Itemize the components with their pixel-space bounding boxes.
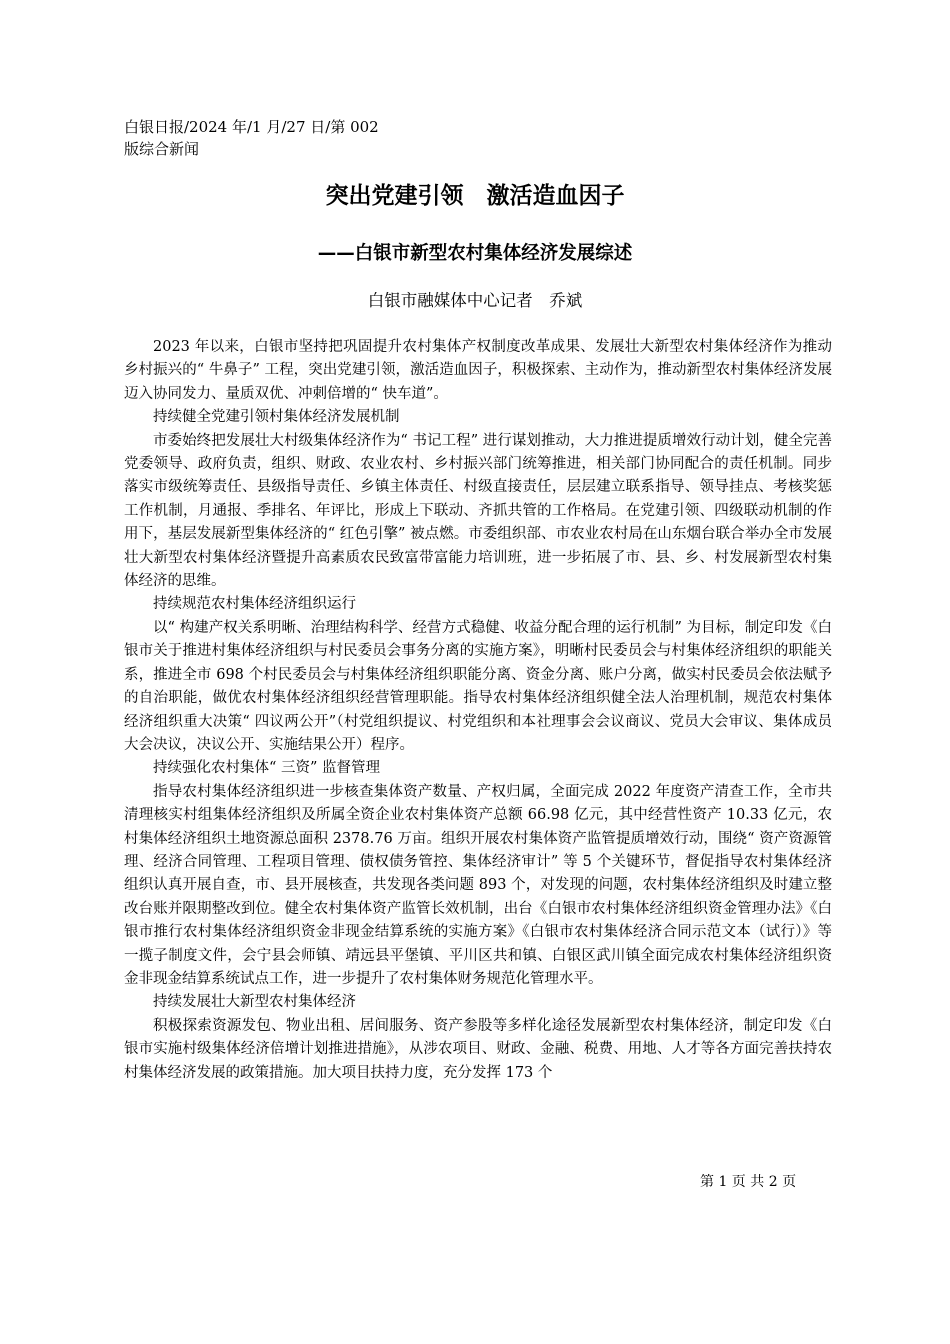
paragraph: 指导农村集体经济组织进一步核查集体资产数量、产权归属，全面完成 2022 年度资产清查工作，全市共清理核实村组集体经济组织及所属全资企业农村集体资产总额 66.98 亿元，其中经营性资产 10.33 亿元，农村集体经济组织土地资源总面积 2378.76 万亩。组织开展农村集体资产监管提质增效行动，围绕“ 资产资源管理、经济合同管理、工程项目管理、债权债务管控、集体经济审计” 等 5 个关键环节，督促指导农村集体经济组织认真开展自查，市、县开展核查，共发现各类问题 893 个，对发现的问题，农村集体经济组织及时建立整改台账并限期整改到位。健全农村集体资产监管长效机制，出台《白银市农村集体经济组织资金管理办法》《白银市推行农村集体经济组织资金非现金结算系统的实施方案》《白银市农村集体经济合同示范文本（试行）》等一揽子制度文件，会宁县会师镇、靖远县平堡镇、平川区共和镇、白银区武川镇全面完成农村集体经济组织资金非现金结算系统试点工作，进一步提升了农村集体财务规范化管理水平。 <box>124 783 832 987</box>
article-title: 突出党建引领 激活造血因子 <box>325 183 625 209</box>
section-heading: 持续规范农村集体经济组织运行 <box>153 596 356 613</box>
section-heading: 持续健全党建引领村集体经济发展机制 <box>153 409 400 426</box>
section-heading: 持续强化农村集体“ 三资” 监督管理 <box>153 760 381 777</box>
paragraph: 以“ 构建产权关系明晰、治理结构科学、经营方式稳健、收益分配合理的运行机制” 为目标，制定印发《白银市关于推进村集体经济组织与村民委员会事务分离的实施方案》，明晰村民委员会与村集体经济组织的职能关系，推进全市 698 个村民委员会与村集体经济组织职能分离、资金分离、账户分离，做实村民委员会依法赋予的自治职能，做优农村集体经济组织经营管理职能。指导农村集体经济组织健全法人治理机制，规范农村集体经济组织重大决策“ 四议两公开”（村党组织提议、村党组织和本社理事会会议商议、党员大会审议、集体成员大会决议，决议公开、实施结果公开）程序。 <box>124 619 832 753</box>
source-line-1: 白银日报/2024 年/1 月/27 日/第 002 <box>124 118 379 136</box>
paragraph: 积极探索资源发包、物业出租、居间服务、资产参股等多样化途径发展新型农村集体经济，制定印发《白银市实施村级集体经济倍增计划推进措施》，从涉农项目、财政、金融、税费、用地、人才等各方面完善扶持农村集体经济发展的政策措施。加大项目扶持力度，充分发挥 173 个 <box>124 1017 832 1081</box>
article-subtitle: ——白银市新型农村集体经济发展综述 <box>317 243 633 264</box>
article-byline: 白银市融媒体中心记者 乔斌 <box>367 291 583 310</box>
paragraph: 市委始终把发展壮大村级集体经济作为“ 书记工程” 进行谋划推动，大力推进提质增效行动计划，健全完善党委领导、政府负责，组织、财政、农业农村、乡村振兴部门统筹推进，相关部门协同配合的责任机制。同步落实市级统筹责任、县级指导责任、乡镇主体责任、村级直接责任，层层建立联系指导、领导挂点、考核奖惩工作机制，月通报、季排名、年评比，形成上下联动、齐抓共管的工作格局。在党建引领、四级联动机制的作用下，基层发展新型集体经济的“ 红色引擎” 被点燃。市委组织部、市农业农村局在山东烟台联合举办全市发展壮大新型农村集体经济暨提升高素质农民致富带富能力培训班，进一步拓展了市、县、乡、村发展新型农村集体经济的思维。 <box>124 432 832 590</box>
paragraph-intro: 2023 年以来，白银市坚持把巩固提升农村集体产权制度改革成果、发展壮大新型农村集体经济作为推动乡村振兴的“ 牛鼻子” 工程，突出党建引领，激活造血因子，积极探索、主动作为，推动新型农村集体经济发展迈入协同发力、量质双优、冲刺倍增的“ 快车道”。 <box>124 339 832 402</box>
article-body <box>124 336 832 1085</box>
source-info <box>124 116 404 160</box>
source-line-2: 版综合新闻 <box>124 140 200 158</box>
page-number: 第 1 页 共 2 页 <box>700 1174 797 1190</box>
section-heading: 持续发展壮大新型农村集体经济 <box>153 994 356 1011</box>
